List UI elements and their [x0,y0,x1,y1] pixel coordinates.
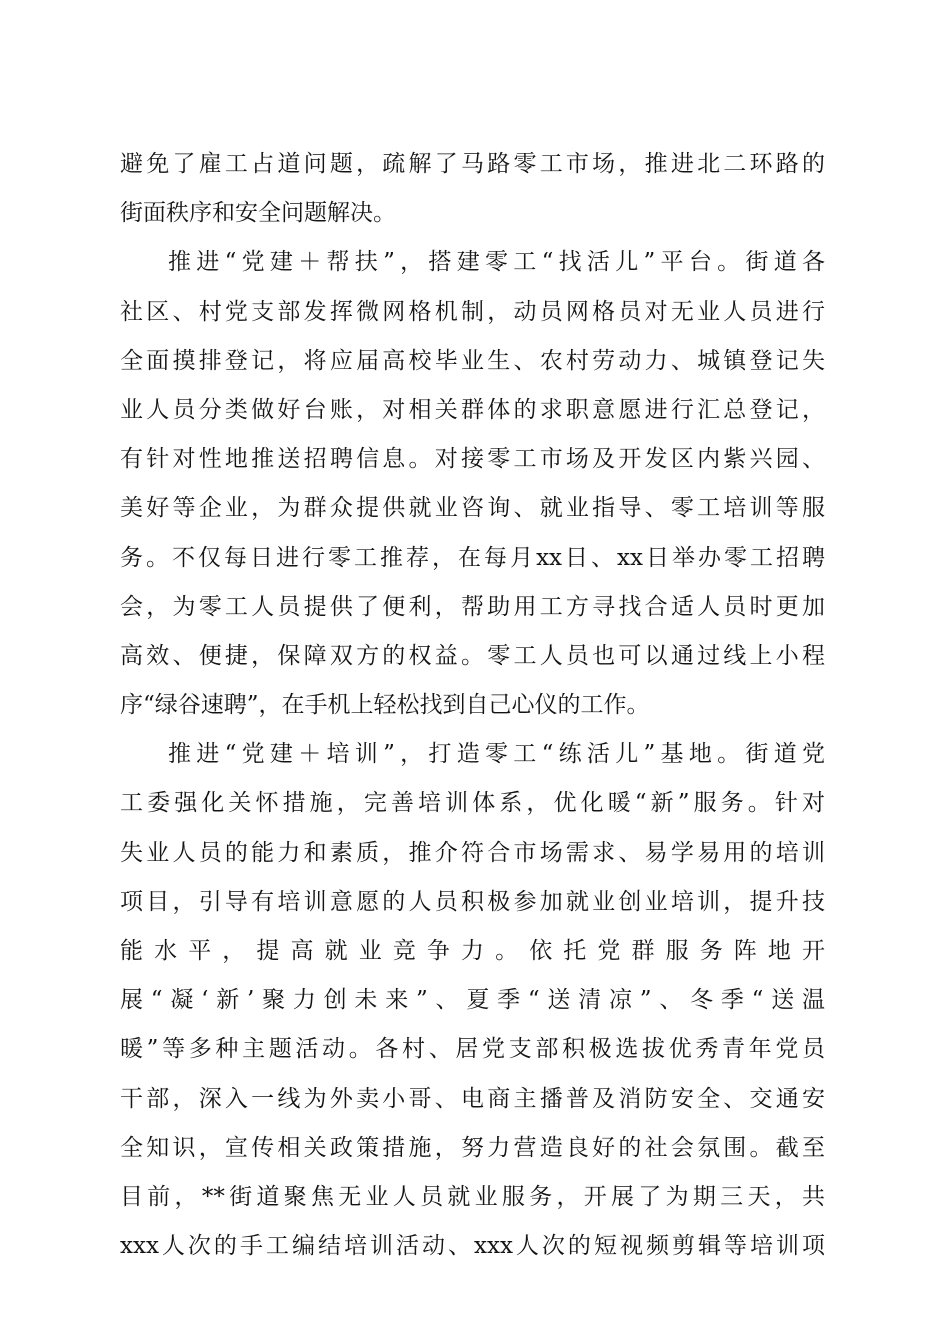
paragraph-start-line: 推进“党建＋培训”，打造零工“练活儿”基地。街道党 [168,741,825,768]
text-line: 高效、便捷，保障双方的权益。零工人员也可以通过线上小程 [120,642,825,669]
paragraph-start-line: 推进“党建＋帮扶”，搭建零工“找活儿”平台。街道各 [168,249,825,276]
text-line: 街面秩序和安全问题解决。 [120,200,396,227]
text-line: 务。不仅每日进行零工推荐，在每月xx日、xx日举办零工招聘 [120,544,825,571]
text-line: 全知识，宣传相关政策措施，努力营造良好的社会氛围。截至 [120,1134,825,1161]
text-line: 全面摸排登记，将应届高校毕业生、农村劳动力、城镇登记失 [120,347,825,374]
text-line: 避免了雇工占道问题，疏解了马路零工市场，推进北二环路的 [120,151,825,177]
text-line: 社区、村党支部发挥微网格机制，动员网格员对无业人员进行 [120,298,825,325]
text-line: 能水平，提高就业竞争力。依托党群服务阵地开 [120,938,825,964]
document-body [120,140,825,1271]
text-line: xxx人次的手工编结培训活动、xxx人次的短视频剪辑等培训项 [120,1233,825,1260]
text-line: 失业人员的能力和素质，推介符合市场需求、易学易用的培训 [120,839,825,866]
text-line: 序“绿谷速聘”，在手机上轻松找到自己心仪的工作。 [120,692,650,719]
text-line: 会，为零工人员提供了便利，帮助用工方寻找合适人员时更加 [120,593,825,620]
text-line: 有针对性地推送招聘信息。对接零工市场及开发区内紫兴园、 [120,446,825,473]
text-line: 项目，引导有培训意愿的人员积极参加就业创业培训，提升技 [120,888,825,915]
text-line: 业人员分类做好台账，对相关群体的求职意愿进行汇总登记， [120,396,825,423]
text-line: 展“凝‘新’聚力创未来”、夏季“送清凉”、冬季“送温 [120,987,825,1014]
text-line: 美好等企业，为群众提供就业咨询、就业指导、零工培训等服 [120,495,825,522]
text-line: 暖”等多种主题活动。各村、居党支部积极选拔优秀青年党员 [120,1036,825,1063]
text-line: 工委强化关怀措施，完善培训体系，优化暖“新”服务。针对 [120,790,825,817]
text-line: 干部，深入一线为外卖小哥、电商主播普及消防安全、交通安 [120,1085,825,1112]
text-line: 目前，**街道聚焦无业人员就业服务，开展了为期三天，共 [120,1183,825,1210]
